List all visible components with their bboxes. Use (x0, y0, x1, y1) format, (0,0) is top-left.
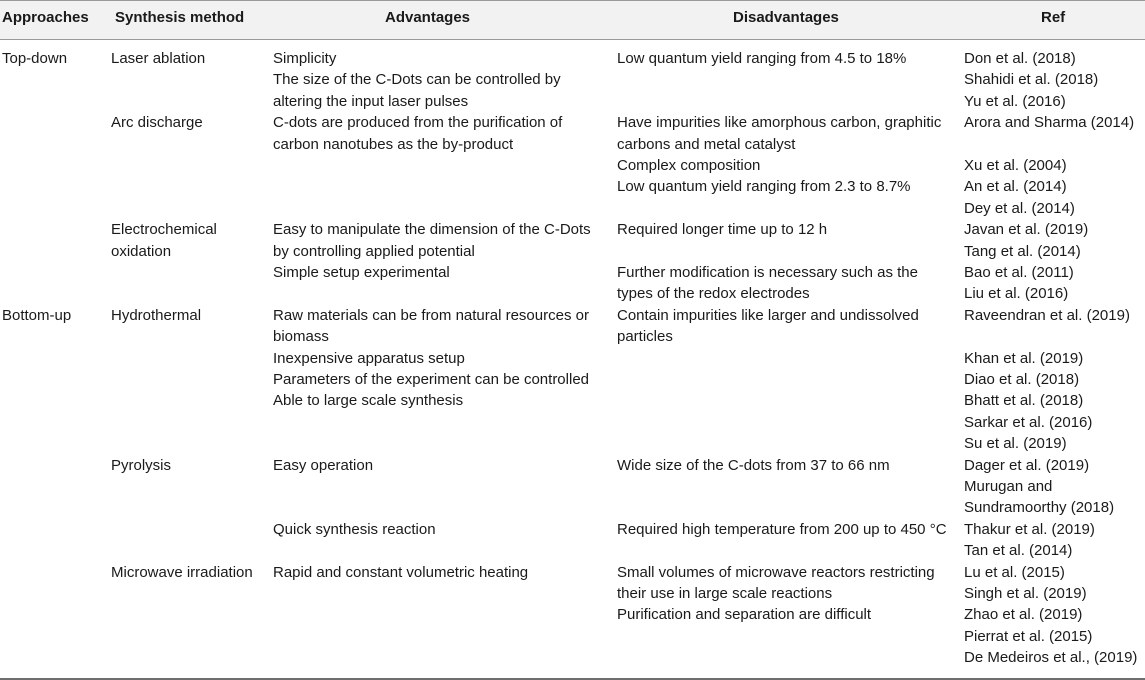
disadvantage-cell: Further modification is necessary such as the (617, 264, 918, 281)
ref-cell: Diao et al. (2018) (964, 371, 1080, 388)
ref-cell: An et al. (2014) (964, 178, 1067, 196)
ref-cell: Shahidi et al. (2018) (964, 71, 1099, 89)
ref-cell: Khan et al. (2019) (964, 349, 1084, 367)
disadvantage-cell: Wide size of the C-dots from 37 to 66 nm (617, 456, 890, 474)
advantage-cell: carbon nanotubes as the by-product (273, 135, 514, 153)
advantage-cell: biomass (273, 328, 329, 346)
disadvantage-cell: Low quantum yield ranging from 4.5 to 18% (617, 50, 907, 67)
advantage-cell: Inexpensive apparatus setup (273, 349, 465, 367)
ref-cell: Liu et al. (2016) (964, 285, 1069, 303)
advantage-cell: Simplicity (273, 50, 337, 67)
disadvantage-cell: Complex composition (617, 157, 761, 174)
disadvantage-cell: Small volumes of microwave reactors restricting (617, 563, 935, 581)
ref-cell: Raveendran et al. (2019) (964, 306, 1130, 324)
header-ref: Ref (1041, 9, 1066, 26)
advantage-cell: altering the input laser pulses (273, 92, 469, 110)
disadvantage-cell: their use in large scale reactions (617, 585, 833, 602)
header-approaches: Approaches (2, 9, 89, 26)
advantage-cell: Easy operation (273, 456, 374, 474)
advantage-cell: Simple setup experimental (273, 264, 450, 281)
ref-cell: Javan et al. (2019) (964, 221, 1089, 239)
advantage-cell: Easy to manipulate the dimension of the C-Dots (273, 221, 591, 239)
disadvantage-cell: Low quantum yield ranging from 2.3 to 8.7% (617, 178, 911, 196)
ref-cell: Bao et al. (2011) (964, 264, 1074, 281)
method-cell: Electrochemical (111, 221, 217, 239)
disadvantage-cell: Required high temperature from 200 up to 450 °C (617, 520, 947, 538)
method-cell: Pyrolysis (111, 456, 172, 474)
advantage-cell: C-dots are produced from the purification of (273, 114, 563, 132)
method-cell: Hydrothermal (111, 306, 202, 324)
approach-cell: Bottom-up (2, 306, 72, 324)
disadvantage-cell: types of the redox electrodes (617, 285, 810, 303)
bottom-rule (0, 678, 1145, 680)
ref-cell: Xu et al. (2004) (964, 157, 1067, 174)
ref-cell: Thakur et al. (2019) (964, 520, 1095, 538)
ref-cell: Tan et al. (2014) (964, 542, 1073, 560)
header-rule (0, 39, 1145, 40)
advantage-cell: Parameters of the experiment can be controlled (273, 371, 590, 388)
header-disadvantages: Disadvantages (733, 9, 839, 26)
ref-cell: Zhao et al. (2019) (964, 606, 1083, 624)
method-cell: Laser ablation (111, 50, 206, 67)
ref-cell: Dey et al. (2014) (964, 199, 1075, 217)
ref-cell: Tang et al. (2014) (964, 242, 1081, 260)
ref-cell: Su et al. (2019) (964, 435, 1067, 453)
advantage-cell: Raw materials can be from natural resources or (273, 306, 589, 324)
method-cell: oxidation (111, 242, 172, 260)
ref-cell: Yu et al. (2016) (964, 92, 1066, 110)
ref-cell: Sarkar et al. (2016) (964, 413, 1093, 431)
ref-cell: Murugan and (964, 478, 1053, 495)
ref-cell: Pierrat et al. (2015) (964, 627, 1093, 645)
header-advantages: Advantages (385, 9, 471, 26)
method-cell: Arc discharge (111, 114, 203, 132)
advantage-cell: Rapid and constant volumetric heating (273, 563, 529, 581)
disadvantage-cell: Contain impurities like larger and undissolved (617, 306, 919, 324)
advantage-cell: The size of the C-Dots can be controlled by (273, 71, 561, 89)
ref-cell: Sundramoorthy (2018) (964, 499, 1115, 517)
ref-cell: De Medeiros et al., (2019) (964, 649, 1138, 667)
top-rule (0, 0, 1145, 1)
disadvantage-cell: Have impurities like amorphous carbon, graphitic (617, 114, 942, 132)
ref-cell: Dager et al. (2019) (964, 456, 1090, 474)
advantage-cell: Able to large scale synthesis (273, 392, 464, 410)
approach-cell: Top-down (2, 50, 68, 67)
ref-cell: Lu et al. (2015) (964, 563, 1065, 581)
ref-cell: Don et al. (2018) (964, 50, 1076, 67)
ref-cell: Singh et al. (2019) (964, 585, 1087, 602)
method-cell: Microwave irradiation (111, 563, 253, 581)
disadvantage-cell: Required longer time up to 12 h (617, 221, 828, 239)
advantage-cell: by controlling applied potential (273, 242, 475, 260)
disadvantage-cell: carbons and metal catalyst (617, 135, 796, 153)
ref-cell: Arora and Sharma (2014) (964, 114, 1135, 132)
disadvantage-cell: Purification and separation are difficult (617, 606, 872, 624)
advantage-cell: Quick synthesis reaction (273, 520, 436, 538)
ref-cell: Bhatt et al. (2018) (964, 392, 1084, 410)
header-synthesis-method: Synthesis method (115, 9, 245, 26)
disadvantage-cell: particles (617, 328, 673, 346)
